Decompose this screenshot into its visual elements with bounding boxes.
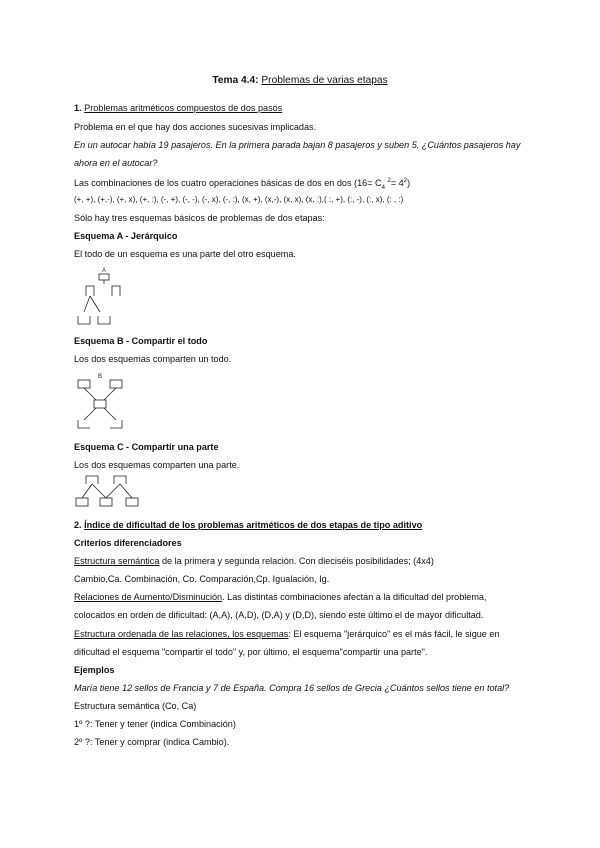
ordered-structure-line <box>74 628 500 640</box>
semantic-structure-line <box>74 555 434 567</box>
scheme-b-link-4 <box>104 408 116 420</box>
combinations-text-b: = 4 <box>390 178 404 189</box>
relations-line <box>74 591 487 603</box>
scheme-a-heading: Esquema A - Jerárquico <box>74 231 178 241</box>
semantic-list: Cambio,Ca. Combinación, Co. Comparación,Cp. Igualación, Ig. <box>74 574 330 584</box>
scheme-b-link-1 <box>84 388 96 400</box>
scheme-b-bottom-right <box>110 420 122 428</box>
example-step-2: 2º ?: Tener y comprar (indica Cambio). <box>74 737 230 747</box>
scheme-c-link-2 <box>92 484 106 498</box>
examples-heading: Ejemplos <box>74 665 115 675</box>
semantic-structure-label: Estructura semántica <box>74 556 160 566</box>
ordered-structure-text-2: dificultad el esquema "compartir el todo" y, por último, el esquema"compartir una parte". <box>74 647 428 657</box>
example-structure: Estructura semántica (Co, Ca) <box>74 701 197 711</box>
scheme-a-top-box <box>99 274 109 280</box>
ordered-structure-label: Estructura ordenada de las relaciones, los esquemas <box>74 629 289 639</box>
combinations-superscript-1: 2 <box>387 178 391 184</box>
title-prefix: Tema 4.4: <box>212 75 262 86</box>
scheme-b-heading: Esquema B - Compartir el todo <box>74 336 208 346</box>
scheme-b-link-3 <box>84 408 96 420</box>
relations-label: Relaciones de Aumento/Disminución <box>74 592 223 602</box>
scheme-a-left-bracket <box>86 286 94 296</box>
scheme-c-bottom-center-box <box>100 498 112 506</box>
title-text: Problemas de varias etapas <box>261 75 388 86</box>
scheme-b-text: Los dos esquemas comparten un todo. <box>74 354 232 364</box>
example-line-2: ahora en el autocar? <box>74 158 158 168</box>
section2-heading-text: Índice de dificultad de los problemas aritméticos de dos etapas de tipo aditivo <box>84 520 423 530</box>
scheme-a-label: A <box>101 268 107 274</box>
scheme-b-label: B <box>97 374 103 380</box>
section1-heading-text: Problemas aritméticos compuestos de dos pasos <box>84 103 283 113</box>
section2-number: 2. <box>74 520 85 530</box>
ordered-structure-text: : El esquema "jerárquico" es el más fácil, le sigue en <box>288 629 500 639</box>
combinations-superscript-2: 2 <box>403 178 408 184</box>
section1-heading <box>74 102 282 114</box>
example-step-1: 1º ?: Tener y tener (indica Combinación) <box>74 719 236 729</box>
scheme-b-top-left-box <box>78 380 90 388</box>
example-problem: María tiene 12 sellos de Francia y 7 de España. Compra 16 sellos de Grecia ¿Cuántos sellos tiene en total? <box>74 683 510 693</box>
scheme-c-text: Los dos esquemas comparten una parte. <box>74 460 240 470</box>
scheme-b-link-2 <box>104 388 116 400</box>
scheme-c-top-right-bracket <box>114 476 126 484</box>
scheme-a-text: El todo de un esquema es una parte del otro esquema. <box>74 249 296 259</box>
combinations-text-a: Las combinaciones de los cuatro operaciones básicas de dos en dos (16= C <box>74 178 382 189</box>
scheme-b-center-box <box>94 400 106 408</box>
combinations-subscript: 4 <box>381 184 385 191</box>
example-line-1: En un autocar había 19 pasajeros. En la primera parada bajan 8 pasajeros y suben 5. ¿Cuántos pasajeros hay <box>74 140 521 150</box>
operation-pairs: (+, +), (+,-), (+, x), (+, :), (-, +), (-, -), (-, x), (-, :), (x, +), (x,-), (x, x), (x, :),( :, +), (:, -), (:, x), (: , :) <box>74 195 404 204</box>
section1-definition: Problema en el que hay dos acciones sucesivas implicadas. <box>74 122 317 132</box>
criteria-heading: Criterios diferenciadores <box>74 538 182 548</box>
scheme-c-bottom-left-box <box>76 498 88 506</box>
scheme-c-bottom-right-box <box>126 498 138 506</box>
relations-text-2: colocados en orden de dificultad: (A,A), (A,D), (D,A) y (D,D), siendo este último el de mayor dificultad. <box>74 610 484 620</box>
section2-heading <box>74 519 422 531</box>
scheme-c-heading: Esquema C - Compartir una parte <box>74 442 219 452</box>
scheme-a-bottom-left <box>78 316 90 324</box>
scheme-a-link-1 <box>84 296 90 312</box>
scheme-a-link-2 <box>90 296 100 312</box>
combinations-text-c: ) <box>407 178 411 189</box>
scheme-c-link-4 <box>120 484 132 498</box>
scheme-c-link-1 <box>82 484 92 498</box>
combinations-line <box>74 175 410 194</box>
scheme-a-diagram <box>74 266 134 326</box>
section1-number: 1. <box>74 103 85 113</box>
three-schemes-text: Sólo hay tres esquemas básicos de problemas de dos etapas: <box>74 213 325 223</box>
page-title <box>0 75 600 86</box>
scheme-a-bottom-right <box>98 316 110 324</box>
scheme-b-top-right-box <box>110 380 122 388</box>
scheme-c-diagram <box>74 474 144 514</box>
scheme-b-diagram <box>74 370 134 430</box>
semantic-structure-text: de la primera y segunda relación. Con dieciséis posibilidades; (4x4) <box>159 556 434 566</box>
scheme-a-right-bracket <box>112 286 120 296</box>
scheme-c-link-3 <box>106 484 120 498</box>
scheme-b-bottom-left <box>78 420 90 428</box>
scheme-c-top-left-bracket <box>86 476 98 484</box>
relations-text: . Las distintas combinaciones afectan a la dificultad del problema, <box>222 592 487 602</box>
